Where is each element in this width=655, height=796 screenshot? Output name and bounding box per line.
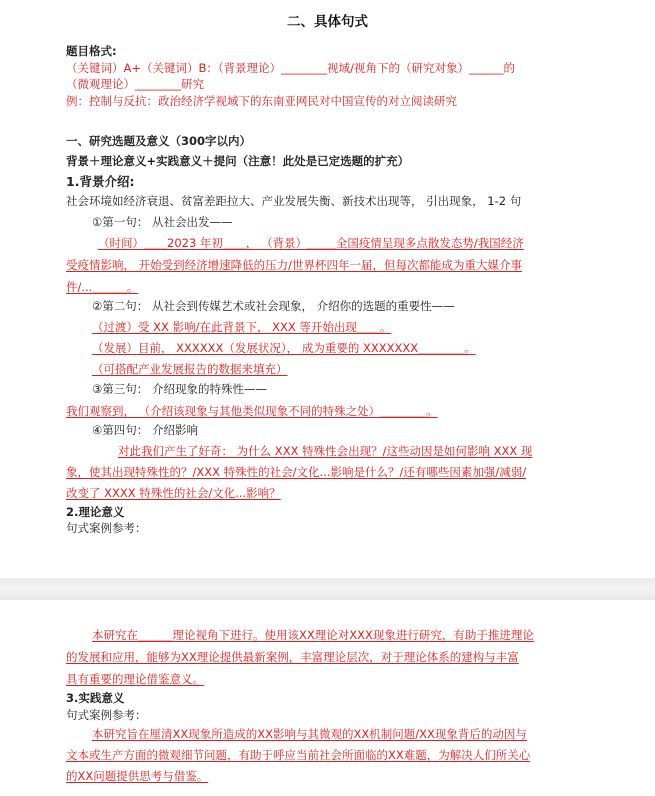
practice-title: 3.实践意义 <box>66 691 125 705</box>
sentence1-line-2: 受疫情影响， 开始受到经济增速降低的压力/世界杯四年一届，但每次都能成为重大媒介事 <box>66 258 523 272</box>
theory-para-line-1: 本研究在______理论视角下进行。使用该XX理论对XXX现象进行研究，有助于推进理论 <box>92 628 534 642</box>
practice-para-line-3: 的XX问题提供思考与借鉴。 <box>66 769 209 783</box>
format-example: 例：控制与反抗：政治经济学视域下的东南亚网民对中国宣传的对立阅读研究 <box>66 94 457 108</box>
sentence3-label: ③第三句： 介绍现象的特殊性—— <box>92 382 267 396</box>
page-break <box>0 578 655 600</box>
background-intro: 社会环境如经济衰退、贫富差距拉大、产业发展失衡、新技术出现等， 引出现象， 1-2 句 <box>66 194 522 208</box>
theory-para-line-3: 具有重要的理论借鉴意义。 <box>66 672 204 686</box>
section1-title: 一、研究选题及意义（300字以内） <box>66 134 252 148</box>
sentence4-line-1: 对此我们产生了好奇： 为什么 XXX 特殊性会出现？/这些动因是如何影响 XXX 现 <box>118 444 533 458</box>
practice-para-line-1: 本研究旨在厘清XX现象所造成的XX影响与其微观的XX机制问题/XX现象背后的动因与 <box>92 727 527 741</box>
section1-subtitle: 背景＋理论意义+实践意义＋提问（注意！此处是已定选题的扩充） <box>66 154 410 168</box>
sentence4-label: ④第四句： 介绍影响 <box>92 423 198 437</box>
format-line-1: （关键词）A+（关键词）B：（背景理论）________视域/视角下的（研究对象）______的 <box>66 61 516 75</box>
sentence2-line-2: （发展）目前， XXXXXX（发展状况）， 成为重要的 XXXXXXX________。 <box>92 341 476 355</box>
practice-para-line-2: 文本或生产方面的微观细节问题，有助于呼应当前社会所面临的XX难题，为解决人们所关心 <box>66 748 531 762</box>
sentence1-label: ①第一句： 从社会出发—— <box>92 215 233 229</box>
sentence2-line-1: （过渡）受 XX 影响/在此背景下， XXX 等开始出现____。 <box>92 320 392 334</box>
theory-reference-label: 句式案例参考： <box>66 521 147 535</box>
sentence3-line-1: 我们观察到， （介绍该现象与其他类似现象不同的特殊之处）________。 <box>66 404 438 418</box>
format-line-2: （微观理论）________研究 <box>66 77 204 91</box>
section-heading: 二、具体句式 <box>287 14 368 30</box>
practice-reference-label: 句式案例参考： <box>66 708 147 722</box>
sentence4-line-2: 象，使其出现特殊性的？/XXX 特殊性的社会/文化...影响是什么？/还有哪些因素加强/减弱/ <box>66 465 527 479</box>
theory-title: 2.理论意义 <box>66 505 125 519</box>
background-title: 1.背景介绍: <box>66 174 135 189</box>
sentence1-line-1: （时间）____2023 年初____， （背景）_____全国疫情呈现多点散发态势/我国经济 <box>98 236 524 250</box>
sentence1-line-3: 件/...______。 <box>66 280 139 294</box>
format-label: 题目格式: <box>66 44 117 58</box>
sentence2-line-3: （可搭配产业发展报告的数据来填充） <box>92 362 288 376</box>
sentence4-line-3: 改变了 XXXX 特殊性的社会/文化...影响？ <box>66 486 281 500</box>
document-page-2 <box>0 600 655 796</box>
sentence2-label: ②第二句： 从社会到传媒艺术或社会现象， 介绍你的选题的重要性—— <box>92 299 455 313</box>
theory-para-line-2: 的发展和应用，能够为XX理论提供最新案例，丰富理论层次，对于理论体系的建构与丰富 <box>66 650 519 664</box>
